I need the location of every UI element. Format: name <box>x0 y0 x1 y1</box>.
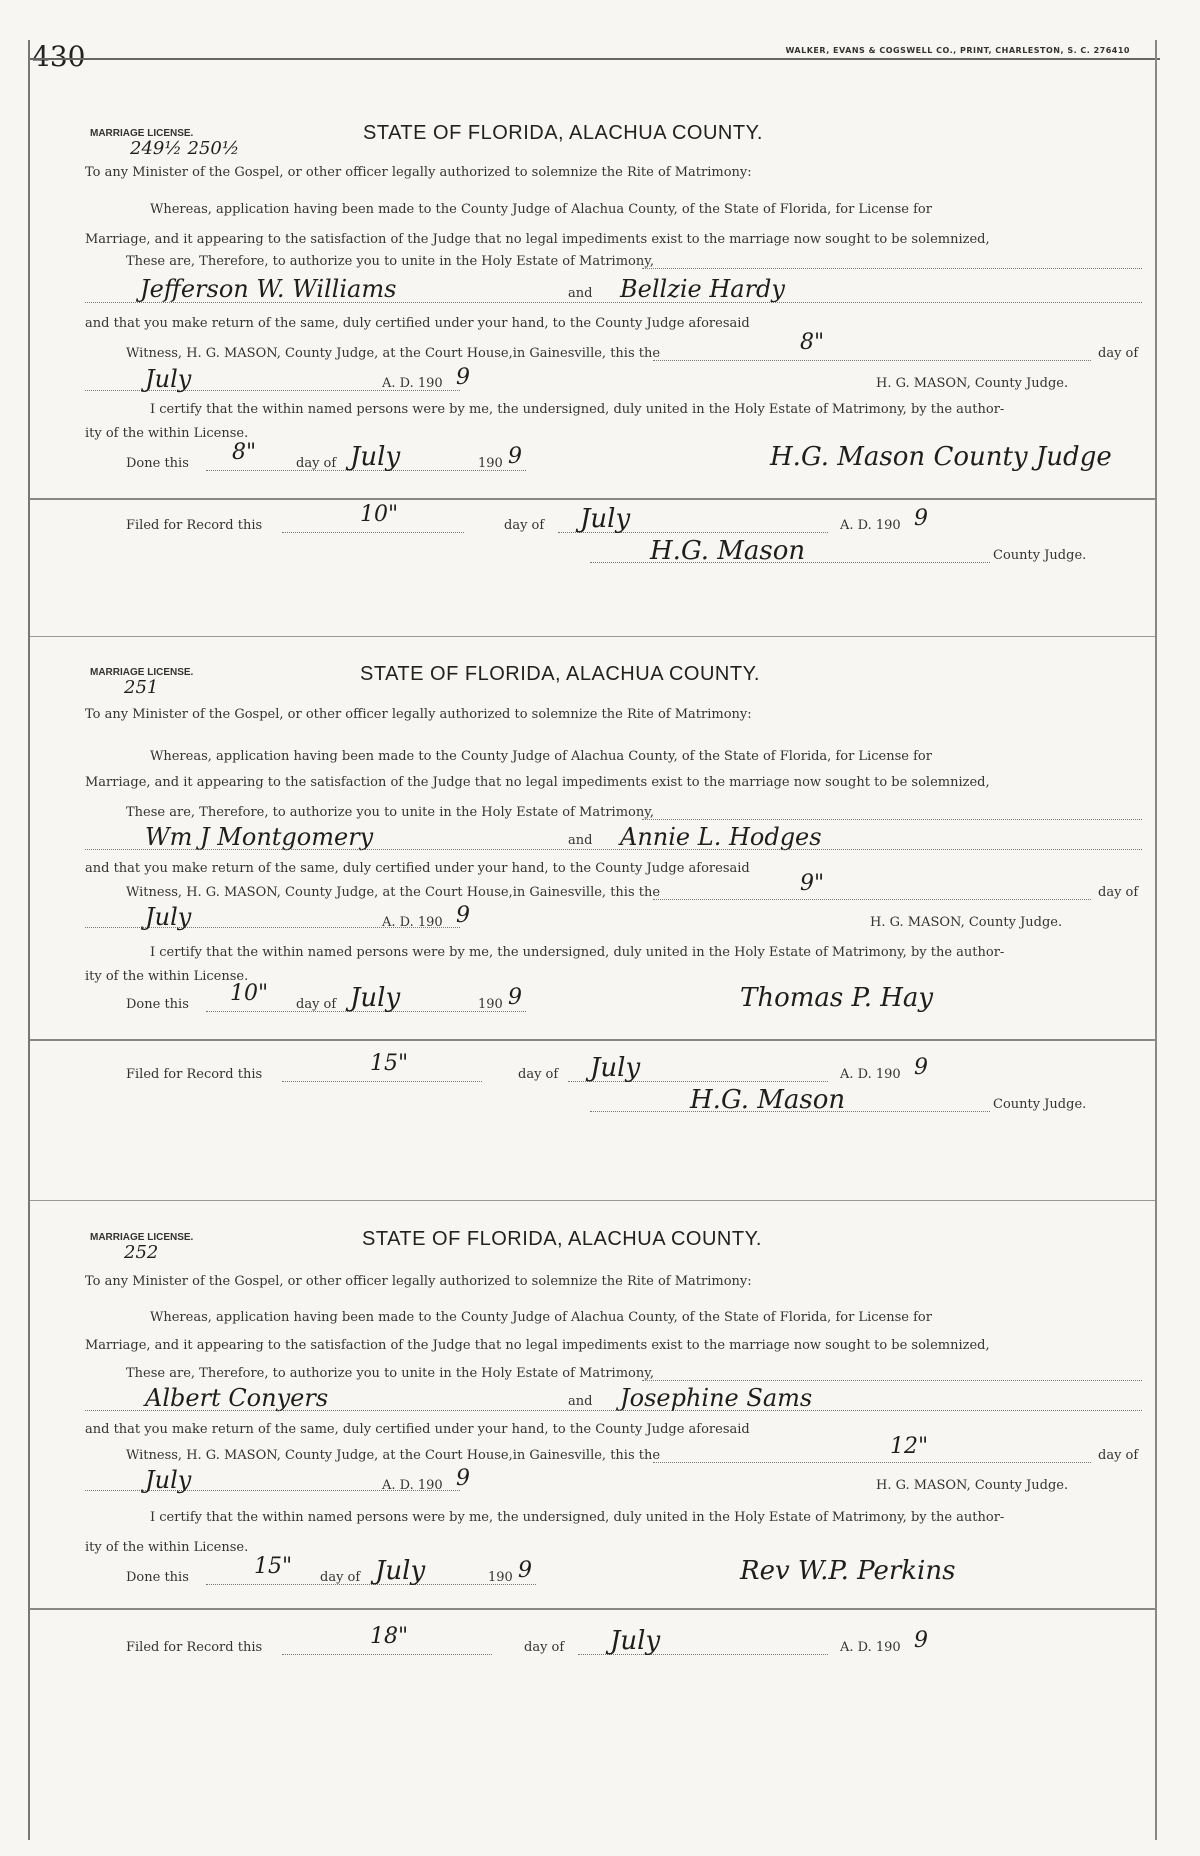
page-number: 430 <box>32 40 86 73</box>
filed-year: 9 <box>914 1055 928 1080</box>
county-judge: County Judge. <box>993 1097 1087 1112</box>
groom-name: Jefferson W. Williams <box>140 275 397 303</box>
judge-signature-printed: H. G. MASON, County Judge. <box>876 376 1069 391</box>
record-title: STATE OF FLORIDA, ALACHUA COUNTY. <box>363 122 763 144</box>
judge-signature-printed: H. G. MASON, County Judge. <box>876 1478 1069 1493</box>
day-of: day of <box>1098 1448 1139 1463</box>
certify-line-1: I certify that the within named persons were by me, the undersigned, duly united in the Holy Estate of Matrimony, by the author- <box>150 1510 1005 1525</box>
top-rule <box>30 58 1160 60</box>
done-this: Done this <box>126 456 189 471</box>
groom-name: Albert Conyers <box>145 1384 329 1412</box>
salutation: To any Minister of the Gospel, or other officer legally authorized to solemnize the Rite of Matrimony: <box>85 707 752 722</box>
certify-line-1: I certify that the within named persons were by me, the undersigned, duly united in the Holy Estate of Matrimony, by the author- <box>150 945 1005 960</box>
filed-for-record: Filed for Record this <box>126 518 263 533</box>
ad-prefix: A. D. 190 <box>382 1478 443 1493</box>
return-line: and that you make return of the same, duly certified under your hand, to the County Judge aforesaid <box>85 1422 750 1437</box>
done-day-of: day of <box>320 1570 361 1585</box>
bride-name: Bellzie Hardy <box>620 275 785 303</box>
marriage-record-2 <box>30 635 1155 1195</box>
filed-signature: H.G. Mason <box>650 536 806 566</box>
witness-year: 9 <box>456 903 470 928</box>
filed-day: 18" <box>370 1624 409 1649</box>
filed-for-record: Filed for Record this <box>126 1067 263 1082</box>
done-day-of: day of <box>296 997 337 1012</box>
witness-line: Witness, H. G. MASON, County Judge, at the Court House,in Gainesville, this the <box>126 885 661 900</box>
witness-day: 9" <box>800 871 825 896</box>
and-word: and <box>568 286 593 301</box>
certify-line-1: I certify that the within named persons were by me, the undersigned, duly united in the Holy Estate of Matrimony, by the author- <box>150 402 1005 417</box>
whereas-line-1: Whereas, application having been made to the County Judge of Alachua County, of the State of Florida, for License for <box>150 749 932 764</box>
done-day-of: day of <box>296 456 337 471</box>
done-year: 9 <box>508 444 522 469</box>
these-are-line: These are, Therefore, to authorize you to unite in the Holy Estate of Matrimony, <box>126 1366 654 1381</box>
these-are-line: These are, Therefore, to authorize you to unite in the Holy Estate of Matrimony, <box>126 254 654 269</box>
done-day: 8" <box>232 440 257 465</box>
done-year: 9 <box>508 985 522 1010</box>
license-number: 251 <box>124 677 159 698</box>
license-label: MARRIAGE LICENSE. <box>90 1232 194 1243</box>
filed-month: July <box>610 1626 661 1656</box>
done-this: Done this <box>126 1570 189 1585</box>
judge-signature-printed: H. G. MASON, County Judge. <box>870 915 1063 930</box>
witness-line: Witness, H. G. MASON, County Judge, at the Court House,in Gainesville, this the <box>126 1448 661 1463</box>
filed-year: 9 <box>914 506 928 531</box>
filed-year: 9 <box>914 1628 928 1653</box>
license-number: 252 <box>124 1242 159 1263</box>
return-line: and that you make return of the same, duly certified under your hand, to the County Judge aforesaid <box>85 861 750 876</box>
marriage-record-3 <box>30 1200 1155 1760</box>
and-word: and <box>568 833 593 848</box>
filed-day-of: day of <box>524 1640 565 1655</box>
filed-day: 10" <box>360 502 399 527</box>
filed-signature: H.G. Mason <box>690 1085 846 1115</box>
whereas-line-2: Marriage, and it appearing to the satisfaction of the Judge that no legal impediments exist to the marriage now sought to be solemnized, <box>85 775 990 790</box>
day-of: day of <box>1098 885 1139 900</box>
done-month: July <box>350 983 401 1013</box>
witness-month: July <box>145 365 192 393</box>
officiant-signature: Rev W.P. Perkins <box>740 1556 956 1586</box>
ad-prefix: A. D. 190 <box>382 376 443 391</box>
printer-imprint: WALKER, EVANS & COGSWELL CO., PRINT, CHARLESTON, S. C. 276410 <box>785 46 1130 55</box>
done-day: 15" <box>254 1554 293 1579</box>
these-are-line: These are, Therefore, to authorize you to unite in the Holy Estate of Matrimony, <box>126 805 654 820</box>
done-month: July <box>350 442 401 472</box>
filed-day: 15" <box>370 1051 409 1076</box>
whereas-line-2: Marriage, and it appearing to the satisfaction of the Judge that no legal impediments exist to the marriage now sought to be solemnized, <box>85 1338 990 1353</box>
marriage-record-1 <box>30 80 1155 640</box>
salutation: To any Minister of the Gospel, or other officer legally authorized to solemnize the Rite of Matrimony: <box>85 1274 752 1289</box>
witness-month: July <box>145 1466 192 1494</box>
and-word: and <box>568 1394 593 1409</box>
done-year-prefix: 190 <box>478 456 503 471</box>
certify-line-2: ity of the within License. <box>85 969 249 984</box>
witness-line: Witness, H. G. MASON, County Judge, at the Court House,in Gainesville, this the <box>126 346 661 361</box>
witness-year: 9 <box>456 1466 470 1491</box>
witness-day: 8" <box>800 330 825 355</box>
certify-line-2: ity of the within License. <box>85 1540 249 1555</box>
done-year: 9 <box>518 1558 532 1583</box>
license-label: MARRIAGE LICENSE. <box>90 667 194 678</box>
witness-month: July <box>145 903 192 931</box>
witness-day: 12" <box>890 1434 929 1459</box>
officiant-signature: Thomas P. Hay <box>740 983 934 1013</box>
filed-month: July <box>580 504 631 534</box>
filed-day-of: day of <box>518 1067 559 1082</box>
officiant-signature: H.G. Mason County Judge <box>770 442 1112 472</box>
return-line: and that you make return of the same, duly certified under your hand, to the County Judge aforesaid <box>85 316 750 331</box>
bride-name: Josephine Sams <box>620 1384 813 1412</box>
filed-ad-prefix: A. D. 190 <box>840 518 901 533</box>
filed-ad-prefix: A. D. 190 <box>840 1640 901 1655</box>
record-title: STATE OF FLORIDA, ALACHUA COUNTY. <box>360 663 760 685</box>
filed-ad-prefix: A. D. 190 <box>840 1067 901 1082</box>
filed-for-record: Filed for Record this <box>126 1640 263 1655</box>
done-year-prefix: 190 <box>488 1570 513 1585</box>
salutation: To any Minister of the Gospel, or other officer legally authorized to solemnize the Rite of Matrimony: <box>85 165 752 180</box>
done-day: 10" <box>230 981 269 1006</box>
day-of: day of <box>1098 346 1139 361</box>
ad-prefix: A. D. 190 <box>382 915 443 930</box>
license-label: MARRIAGE LICENSE. <box>90 128 194 139</box>
right-rule <box>1155 40 1157 1840</box>
done-year-prefix: 190 <box>478 997 503 1012</box>
whereas-line-2: Marriage, and it appearing to the satisfaction of the Judge that no legal impediments exist to the marriage now sought to be solemnized, <box>85 232 990 247</box>
done-this: Done this <box>126 997 189 1012</box>
whereas-line-1: Whereas, application having been made to the County Judge of Alachua County, of the State of Florida, for License for <box>150 1310 932 1325</box>
record-title: STATE OF FLORIDA, ALACHUA COUNTY. <box>362 1228 762 1250</box>
groom-name: Wm J Montgomery <box>145 823 374 851</box>
certify-line-2: ity of the within License. <box>85 426 249 441</box>
county-judge: County Judge. <box>993 548 1087 563</box>
witness-year: 9 <box>456 365 470 390</box>
done-month: July <box>375 1556 426 1586</box>
filed-day-of: day of <box>504 518 545 533</box>
ledger-page <box>28 40 1160 1840</box>
license-number: 249½ 250½ <box>130 138 240 159</box>
whereas-line-1: Whereas, application having been made to the County Judge of Alachua County, of the State of Florida, for License for <box>150 202 932 217</box>
filed-month: July <box>590 1053 641 1083</box>
bride-name: Annie L. Hodges <box>620 823 822 851</box>
